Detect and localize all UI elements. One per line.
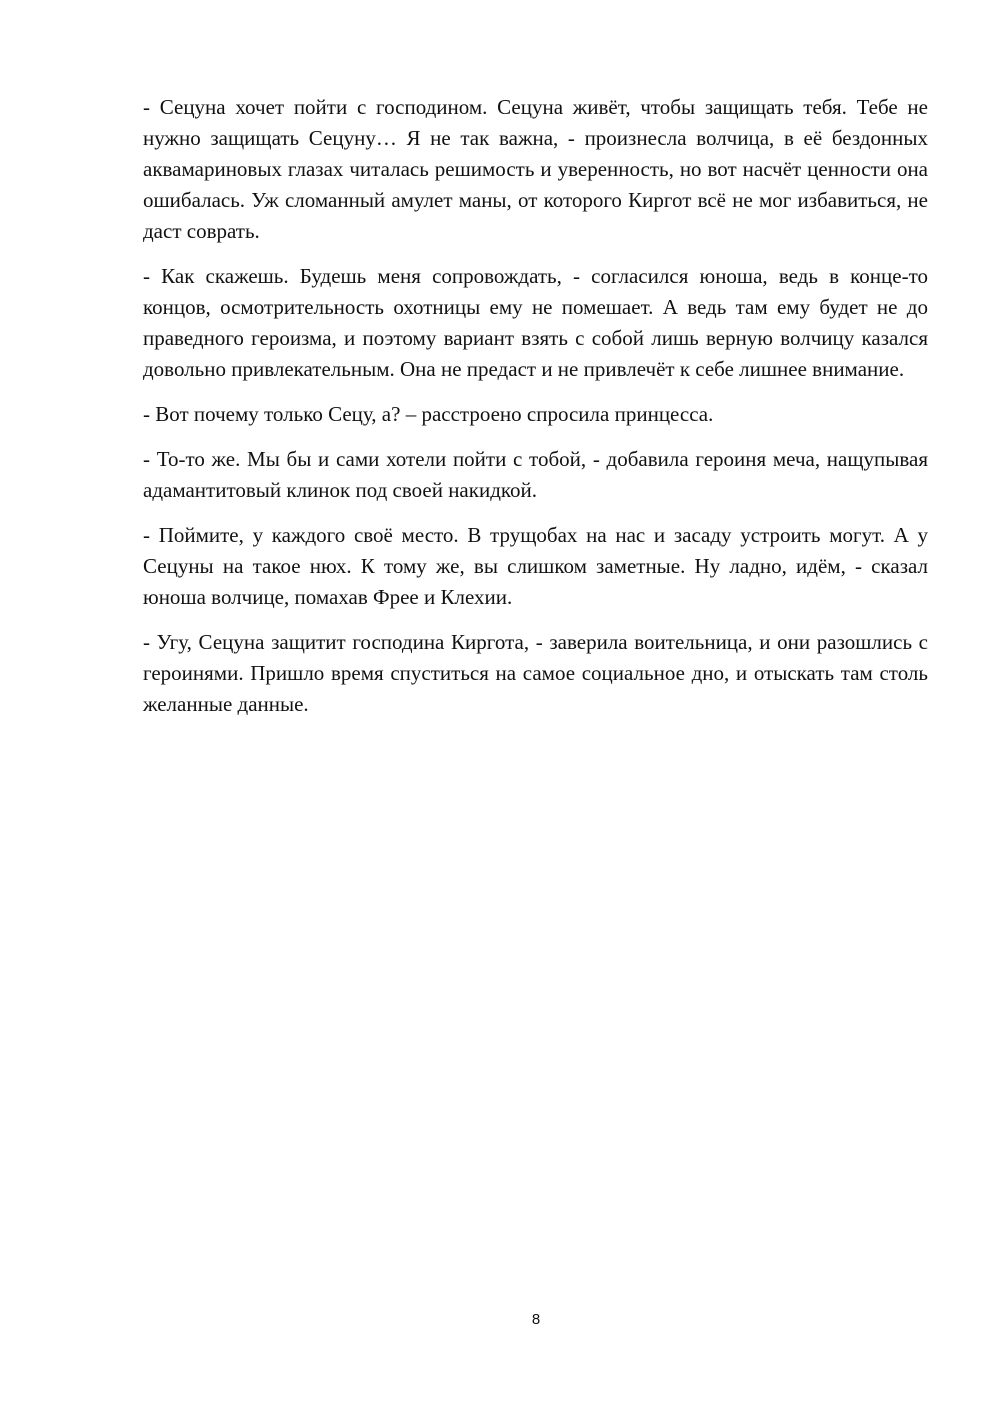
paragraph-3: - Вот почему только Сецу, а? – расстроено спросила принцесса. <box>143 402 714 426</box>
page-number: 8 <box>531 1311 541 1328</box>
body-text <box>143 92 928 734</box>
paragraph-6: - Угу, Сецуна защитит господина Киргота, - заверила воительница, и они разошлись с героинями. Пришло время спуститься на самое социальное дно, и отыскать там столь желанные данные. <box>143 630 928 716</box>
paragraph-4: - То-то же. Мы бы и сами хотели пойти с тобой, - добавила героиня меча, нащупывая адамантитовый клинок под своей накидкой. <box>143 447 928 502</box>
paragraph-2: - Как скажешь. Будешь меня сопровождать, - согласился юноша, ведь в конце-то концов, осмотрительность охотницы ему не помешает. А ведь там ему будет не до праведного героизма, и поэтому вариант взять с собой лишь верную волчицу казался довольно привлекательным. Она не предаст и не привлечёт к себе лишнее внимание. <box>143 264 928 381</box>
paragraph-1: - Сецуна хочет пойти с господином. Сецуна живёт, чтобы защищать тебя. Тебе не нужно защищать Сецуну… Я не так важна, - произнесла волчица, в её бездонных аквамариновых глазах читалась решимость и уверенность, но вот насчёт ценности она ошибалась. Уж сломанный амулет маны, от которого Киргот всё не мог избавиться, не даст соврать. <box>143 95 928 243</box>
paragraph-5: - Поймите, у каждого своё место. В трущобах на нас и засаду устроить могут. А у Сецуны на такое нюх. К тому же, вы слишком заметные. Ну ладно, идём, - сказал юноша волчице, помахав Фрее и Клехии. <box>143 523 928 609</box>
